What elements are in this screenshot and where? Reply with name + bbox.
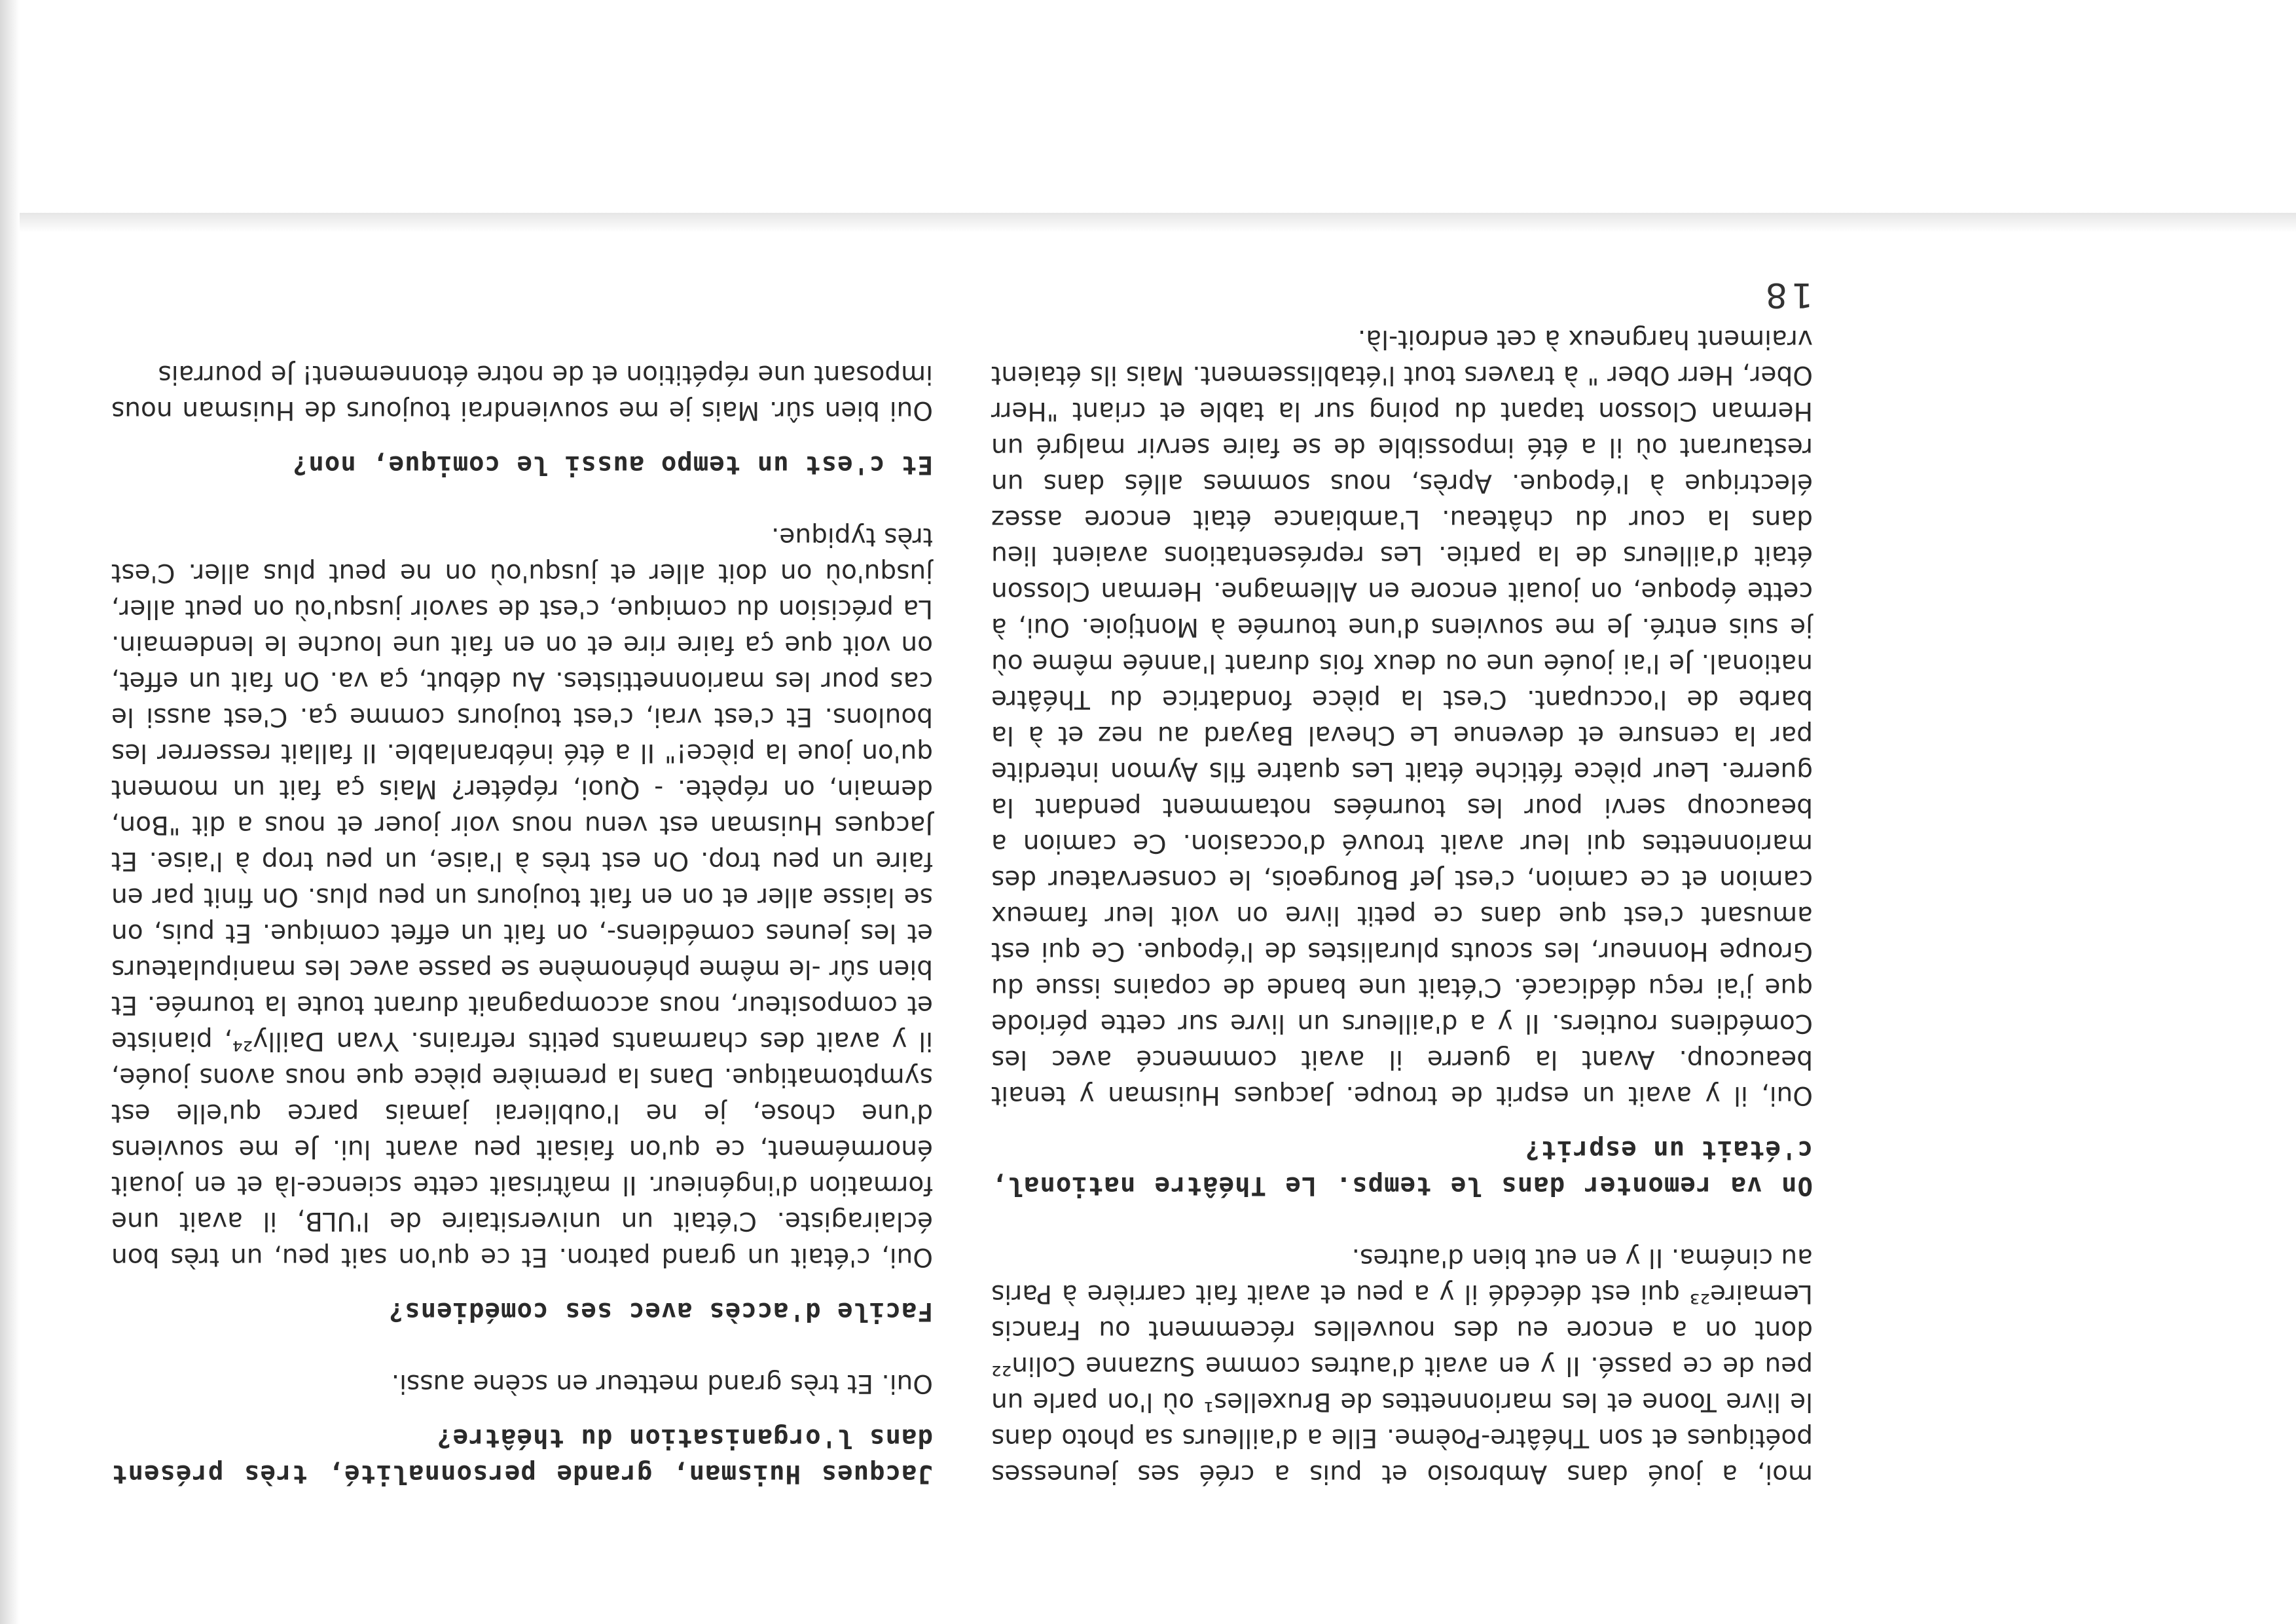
paragraph: Oui, il y avait un esprit de troupe. Jacques Huisman y tenait beaucoup. Avant la guerre il avait commencé avec les Comédiens routiers. Il y a d'ailleurs un livre sur cette période que j'ai reçu dédicacé. C'était une bande de copains issue du Groupe Honneur, les scouts pluralistes de l'époque. Ce qui est amusant c'est que dans ce petit livre on voit leur fameux camion et ce camion, c'est Jef Bourgeois, le conservateur des marionnettes qui leur avait trouvé d'occasion. Ce camion a beaucoup servi pour les tournées notamment pendant la guerre. Leur pièce fétiche était Les quatre fils Aymon interdite par la censure et devenue Le Cheval Bayard au nez et à la barbe de l'occupant. C'est la pièce fondatrice du Théâtre national. Je l'ai jouée une ou deux fois durant l'année même où je suis entré. Je me souviens d'une tournée à Montjoie. Oui, à cette époque, on jouait encore en Allemagne. Herman Closson était d'ailleurs de la partie. Les représentations avaient lieu dans la cour du château. L'ambiance était encore assez électrique à l'époque. Après, nous sommes allés dans un restaurant où il a été impossible de se faire servir malgré un Herman Closson tapant du poing sur la table et criant "Herr Ober, Herr Ober " à travers tout l'établissement. Mais ils étaient vraiment hargneux à cet endroit-là.	[991, 324, 1813, 1110]
paragraph: Oui, c'était un grand patron. Et ce qu'on sait peu, un très bon éclairagiste. C'était un universitaire de l'ULB, il avait une formation d'ingénieur. Il maîtrisait cette science-là et en jouait énormément, ce qu'on faisait peu avant lui. Je me souviens d'une chose, je ne l'oublierai jamais parce qu'elle est symptomatique. Dans la première pièce que nous avons jouée, il y avait des charmants petits refrains. Yvan Dailly²⁴, pianiste et compositeur, nous accompagnait durant toute la tournée. Et bien sûr -le même phénomène se passe avec les manipulateurs et les jeunes comédiens-, on fait un effet comique. Et puis, on se laisse aller et on en fait toujours un peu plus. On finit par en faire un peu trop. On est très à l'aise, un peu trop à l'aise. Et Jacques Huisman est venu nous voir jouer et nous a dit "Bon, demain, on répète. - Quoi, répéter? Mais ça fait un moment qu'on joue la pièce!" Il a été inébranlable. Il fallait resserrer les boulons. Et c'est vrai, c'est toujours comme ça. C'est aussi le cas pour les marionnettistes. Au début, ça va. On fait un effet, on voit que ça faire rire et on en fait une louche le lendemain. La précision du comique, c'est de savoir jusqu'où on peut aller, jusqu'où on doit aller et jusqu'où on ne peut plus aller. C'est très typique.	[111, 522, 933, 1272]
interview-question: On va remonter dans le temps. Le Théâtre national, c'était un esprit?	[991, 1135, 1813, 1200]
interview-question: Et c'est un tempo aussi le comique, non?	[291, 450, 933, 479]
paragraph: Oui bien sûr. Mais je me souviendrai toujours de Huisman nous imposant une répétition et de notre étonnement! Je pourrais	[111, 360, 933, 425]
page-number: 18	[1761, 275, 1813, 314]
paragraph: moi, a joué dans Ambrosio et puis a créé ses jeunesses poétiques et son Théâtre-Poème. Elle a d'ailleurs sa photo dans le livre Toone et les marionnettes de Bruxelles¹ où l'on parle un peu de ce passé. Il y en avait d'autres comme Suzanne Colin²² dont on a encore eu des nouvelles récemment ou Francis Lemaire²³ qui est décédé il y a peu et avait fait carrière à Paris au cinéma. Il y en eut bien d'autres.	[991, 1243, 1813, 1488]
interview-question: Facile d'accès avec ses comédiens?	[388, 1297, 933, 1326]
left-page	[991, 285, 1813, 1492]
right-page	[111, 320, 933, 1492]
paragraph: Oui. Et très grand metteur en scène aussi.	[391, 1369, 933, 1398]
interview-question: Jacques Huisman, grande personnalité, très présent dans l'organisation du théâtre?	[111, 1423, 933, 1488]
